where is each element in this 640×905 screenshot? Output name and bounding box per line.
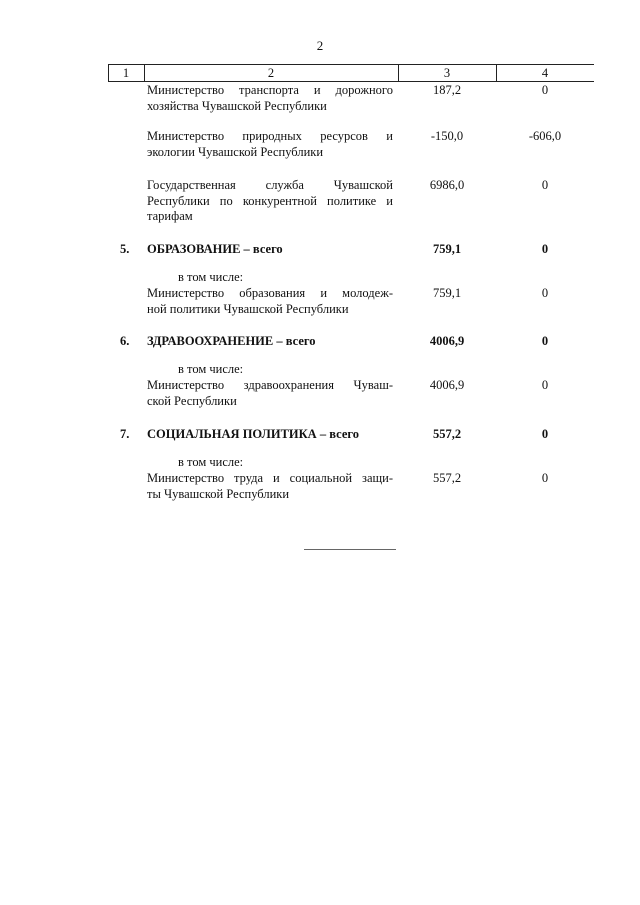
row-name-line: Министерство транспорта и дорожного bbox=[147, 83, 393, 97]
section-value-col3: 557,2 bbox=[432, 427, 462, 441]
row-name-line: ты Чувашской Республики bbox=[147, 486, 290, 501]
row-name bbox=[147, 129, 393, 160]
row-name bbox=[147, 286, 393, 317]
row-name-line: ной политики Чувашской Республики bbox=[147, 301, 349, 316]
row-value-col3: 759,1 bbox=[432, 286, 462, 300]
section-title: ЗДРАВООХРАНЕНИЕ – всего bbox=[147, 334, 316, 348]
header-col-2: 2 bbox=[267, 66, 275, 80]
end-divider bbox=[304, 549, 396, 550]
header-top-border bbox=[108, 64, 594, 65]
row-value-col4: 0 bbox=[541, 378, 549, 392]
row-name-line: Министерство образования и молодеж- bbox=[147, 286, 393, 300]
subheading: в том числе: bbox=[178, 270, 244, 284]
row-name bbox=[147, 178, 393, 225]
header-col-1: 1 bbox=[122, 66, 130, 80]
section-value-col3: 4006,9 bbox=[429, 334, 465, 348]
table-header bbox=[108, 64, 594, 82]
row-name-line: Республики по конкурентной политике и bbox=[147, 193, 393, 208]
page-number: 2 bbox=[316, 38, 324, 53]
row-value-col4: 0 bbox=[541, 286, 549, 300]
row-name-line: Министерство труда и социальной защи- bbox=[147, 471, 393, 485]
row-value-col3: 187,2 bbox=[432, 83, 462, 97]
section-number: 5. bbox=[120, 242, 130, 256]
subheading: в том числе: bbox=[178, 455, 244, 469]
section-value-col4: 0 bbox=[541, 242, 549, 256]
row-value-col4: 0 bbox=[541, 471, 549, 485]
row-value-col3: 557,2 bbox=[432, 471, 462, 485]
row-value-col3: 4006,9 bbox=[429, 378, 465, 392]
row-name-line: Министерство здравоохранения Чуваш- bbox=[147, 378, 393, 392]
row-value-col4: 0 bbox=[541, 83, 549, 97]
section-title: СОЦИАЛЬНАЯ ПОЛИТИКА – всего bbox=[147, 427, 359, 441]
section-title: ОБРАЗОВАНИЕ – всего bbox=[147, 242, 283, 256]
row-name-line: экологии Чувашской Республики bbox=[147, 144, 324, 159]
row-name-line: тарифам bbox=[147, 209, 193, 223]
row-value-col4: 0 bbox=[541, 178, 549, 192]
row-name bbox=[147, 471, 393, 502]
row-name-line: хозяйства Чувашской Республики bbox=[147, 98, 327, 113]
section-number: 6. bbox=[120, 334, 130, 348]
section-number: 7. bbox=[120, 427, 130, 441]
section-value-col4: 0 bbox=[541, 334, 549, 348]
header-bottom-border bbox=[108, 81, 594, 82]
row-name-line: ской Республики bbox=[147, 393, 237, 408]
row-value-col3: 6986,0 bbox=[429, 178, 465, 192]
row-name bbox=[147, 83, 393, 114]
header-col-3: 3 bbox=[443, 66, 451, 80]
subheading: в том числе: bbox=[178, 362, 244, 376]
row-name-line: Государственная служба Чувашской bbox=[147, 178, 393, 192]
section-value-col3: 759,1 bbox=[432, 242, 462, 256]
row-value-col4: -606,0 bbox=[528, 129, 562, 143]
header-col-4: 4 bbox=[541, 66, 549, 80]
row-name bbox=[147, 378, 393, 409]
row-value-col3: -150,0 bbox=[430, 129, 464, 143]
section-value-col4: 0 bbox=[541, 427, 549, 441]
row-name-line: Министерство природных ресурсов и bbox=[147, 129, 393, 143]
